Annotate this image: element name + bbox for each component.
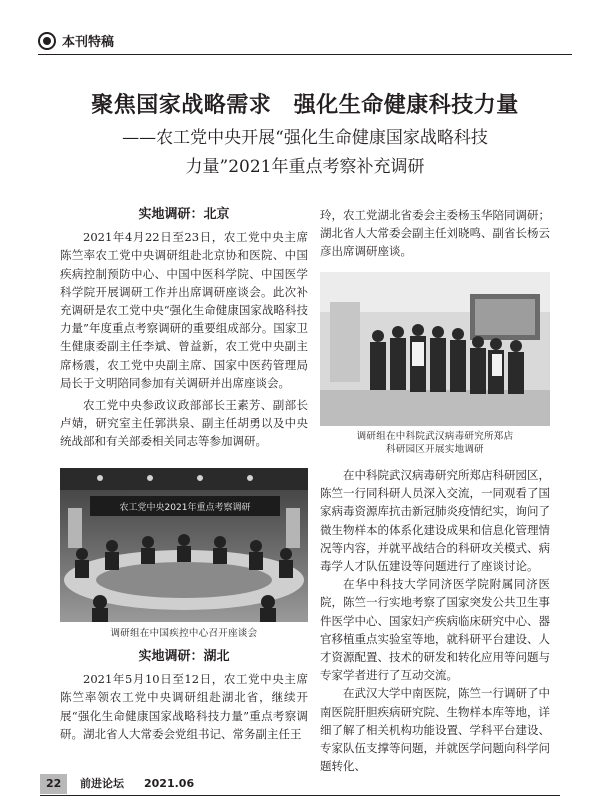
caption-line-1: 调研组在中科院武汉病毒研究所郑店 <box>356 431 514 442</box>
meeting-room-photo <box>60 468 308 622</box>
page-number: 22 <box>40 774 67 794</box>
paragraph: 在华中科技大学同济医学院附属同济医院，陈竺一行实地考察了国家突发公共卫生事件医学中心、国家妇产疾病临床研究中心、器官移植重点实验室等地，就科研平台建设、人才资源配置、技术的研发和转化应用等问题与专家学者进行了互动交流。 <box>320 577 550 683</box>
page-footer <box>40 774 600 794</box>
paragraph: 2021年5月10日至12日，农工党中央主席陈竺率领农工党中央调研组赴湖北省，继续开展“强化生命健康国家战略科技力量”重点考察调研。湖北省人大常委会党组书记、常务副主任王 <box>60 672 308 741</box>
left-column-bottom <box>60 648 308 743</box>
paragraph-continued: 玲，农工党湖北省委会主委杨玉华陪同调研；湖北省人大常委会副主任刘晓鸣、副省长杨云彦出席调研座谈。 <box>320 208 550 259</box>
subtitle-line-1: ——农工党中央开展“强化生命健康国家战略科技 <box>122 128 488 148</box>
issue-date: 2021.06 <box>144 777 195 790</box>
header-divider <box>38 54 572 55</box>
lab-visit-photo <box>320 272 550 426</box>
right-column-bottom <box>320 466 550 775</box>
section-heading-hubei: 实地调研：湖北 <box>138 649 230 664</box>
paragraph: 在武汉大学中南医院，陈竺一行调研了中南医院肝胆疾病研究院、生物样本库等地，详细了解了相关机构功能设置、学科平台建设、专家队伍支撑等问题，并就医学问题向科学问题转化、 <box>320 686 550 774</box>
section-label: 本刊特稿 <box>62 35 115 50</box>
right-column-top <box>320 206 550 261</box>
article-subtitle <box>60 124 550 182</box>
subtitle-line-2: 力量”2021年重点考察补充调研 <box>185 157 425 177</box>
section-logo-icon <box>38 32 56 50</box>
photo-wuhan-virology <box>320 272 550 426</box>
paragraph: 2021年4月22日至23日，农工党中央主席陈竺率农工党中央调研组赴北京协和医院、中国疾病控制预防中心、中国中医科学院、中国医学科学院开展调研工作并出席调研座谈会。此次补充调研是农工党中央“强化生命健康国家战略科技力量”年度重点考察调研的重要组成部分。国家卫生健康委副主任李斌、曾益新，农工党中央副主席杨震，农工党中央副主席、国家中医药管理局局长于文明陪同参加有关调研并出席座谈会。 <box>60 230 308 390</box>
article-title: 聚焦国家战略需求 强化生命健康科技力量 <box>91 93 519 118</box>
photo-caption <box>320 430 550 456</box>
photo-cdc-meeting <box>60 468 308 622</box>
running-header <box>0 28 610 54</box>
footer-divider <box>40 795 560 796</box>
photo-caption: 调研组在中国疾控中心召开座谈会 <box>110 628 258 639</box>
paragraph: 农工党中央参政议政部部长王素芳、副部长卢婧，研究室主任郭洪泉、副主任胡勇以及中央统战部和有关部委相关同志等参加调研。 <box>60 398 308 449</box>
caption-line-2: 科研园区开展实地调研 <box>385 444 484 455</box>
photo-banner-text: 农工党中央2021年重点考察调研 <box>119 503 251 513</box>
left-column-top <box>60 206 308 451</box>
journal-name: 前进论坛 <box>80 777 124 790</box>
section-heading-beijing: 实地调研：北京 <box>138 207 230 222</box>
paragraph: 在中科院武汉病毒研究所郑店科研园区，陈竺一行同科研人员深入交流，一同观看了国家病毒资源库抗击新冠肺炎疫情纪实，询问了微生物样本的体系化建设成果和信息化管理情况等内容，并就平战结合的科研攻关模式、病毒学人才队伍建设等问题进行了座谈讨论。 <box>320 468 550 574</box>
